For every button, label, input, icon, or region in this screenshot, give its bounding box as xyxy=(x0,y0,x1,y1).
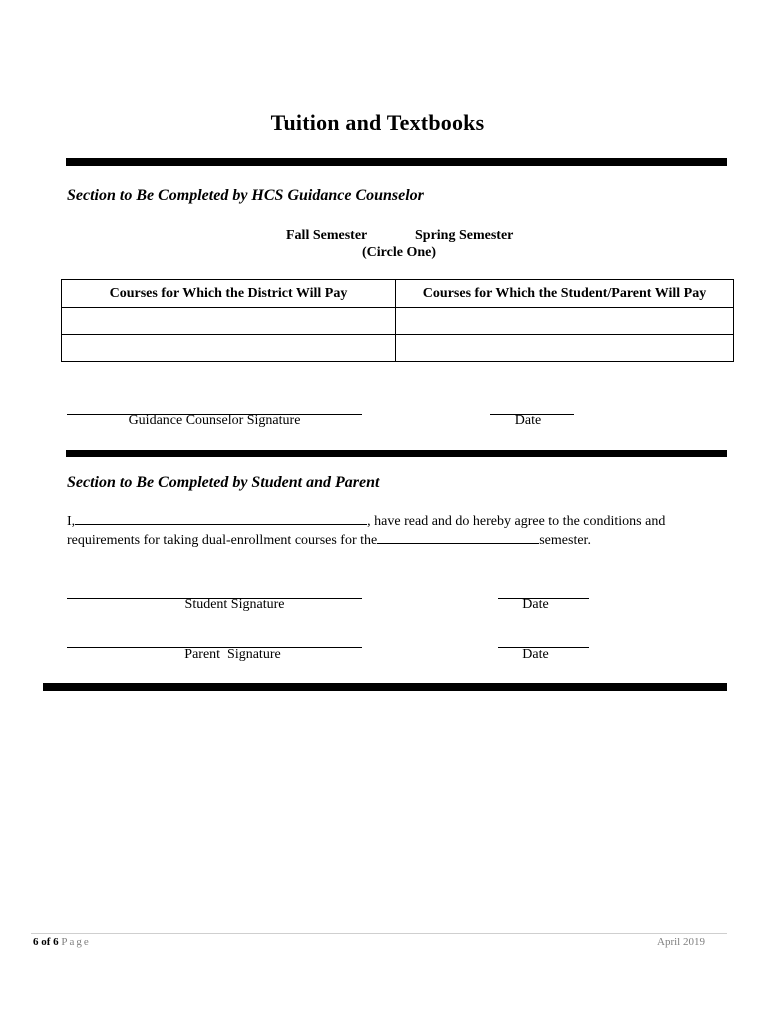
semester-blank-field[interactable] xyxy=(377,531,539,544)
page-indicator xyxy=(33,936,91,948)
student-date-label: Date xyxy=(522,597,549,612)
table-header-row xyxy=(62,280,734,308)
counselor-date-label: Date xyxy=(514,413,542,428)
statement-part4: semester. xyxy=(539,533,591,548)
student-signature-label: Student Signature xyxy=(184,597,285,612)
statement-part1: I, xyxy=(67,514,76,529)
footer-date: April 2019 xyxy=(657,936,705,948)
name-blank-field[interactable] xyxy=(75,512,367,525)
page-title: Tuition and Textbooks xyxy=(270,110,485,135)
student-parent-pay-header: Courses for Which the Student/Parent Will Pay xyxy=(396,280,734,308)
courses-payment-table xyxy=(61,279,734,362)
counselor-section-heading: Section to Be Completed by HCS Guidance Counselor xyxy=(67,187,424,204)
statement-part3: requirements for taking dual-enrollment courses for the xyxy=(67,533,378,548)
table-cell[interactable] xyxy=(396,335,734,362)
table-cell[interactable] xyxy=(62,335,396,362)
table-row xyxy=(62,308,734,335)
footer-divider xyxy=(31,933,727,934)
agreement-statement xyxy=(67,512,707,550)
page-word: Page xyxy=(61,936,91,948)
counselor-signature-label: Guidance Counselor Signature xyxy=(128,413,301,428)
table-cell[interactable] xyxy=(396,308,734,335)
parent-date-label: Date xyxy=(522,647,549,662)
page-number: 6 of 6 xyxy=(33,936,59,948)
fall-semester-option[interactable]: Fall Semester xyxy=(286,228,368,243)
spring-semester-option[interactable]: Spring Semester xyxy=(415,228,514,243)
section-divider-top xyxy=(66,158,727,166)
parent-signature-label: Parent Signature xyxy=(184,647,281,662)
student-section-heading: Section to Be Completed by Student and Parent xyxy=(67,474,380,491)
table-cell[interactable] xyxy=(62,308,396,335)
section-divider-middle xyxy=(66,450,727,457)
circle-one-note: (Circle One) xyxy=(362,245,436,260)
statement-part2: , have read and do hereby agree to the conditions and xyxy=(367,514,666,529)
section-divider-bottom xyxy=(43,683,727,691)
district-pay-header: Courses for Which the District Will Pay xyxy=(62,280,396,308)
table-row xyxy=(62,335,734,362)
